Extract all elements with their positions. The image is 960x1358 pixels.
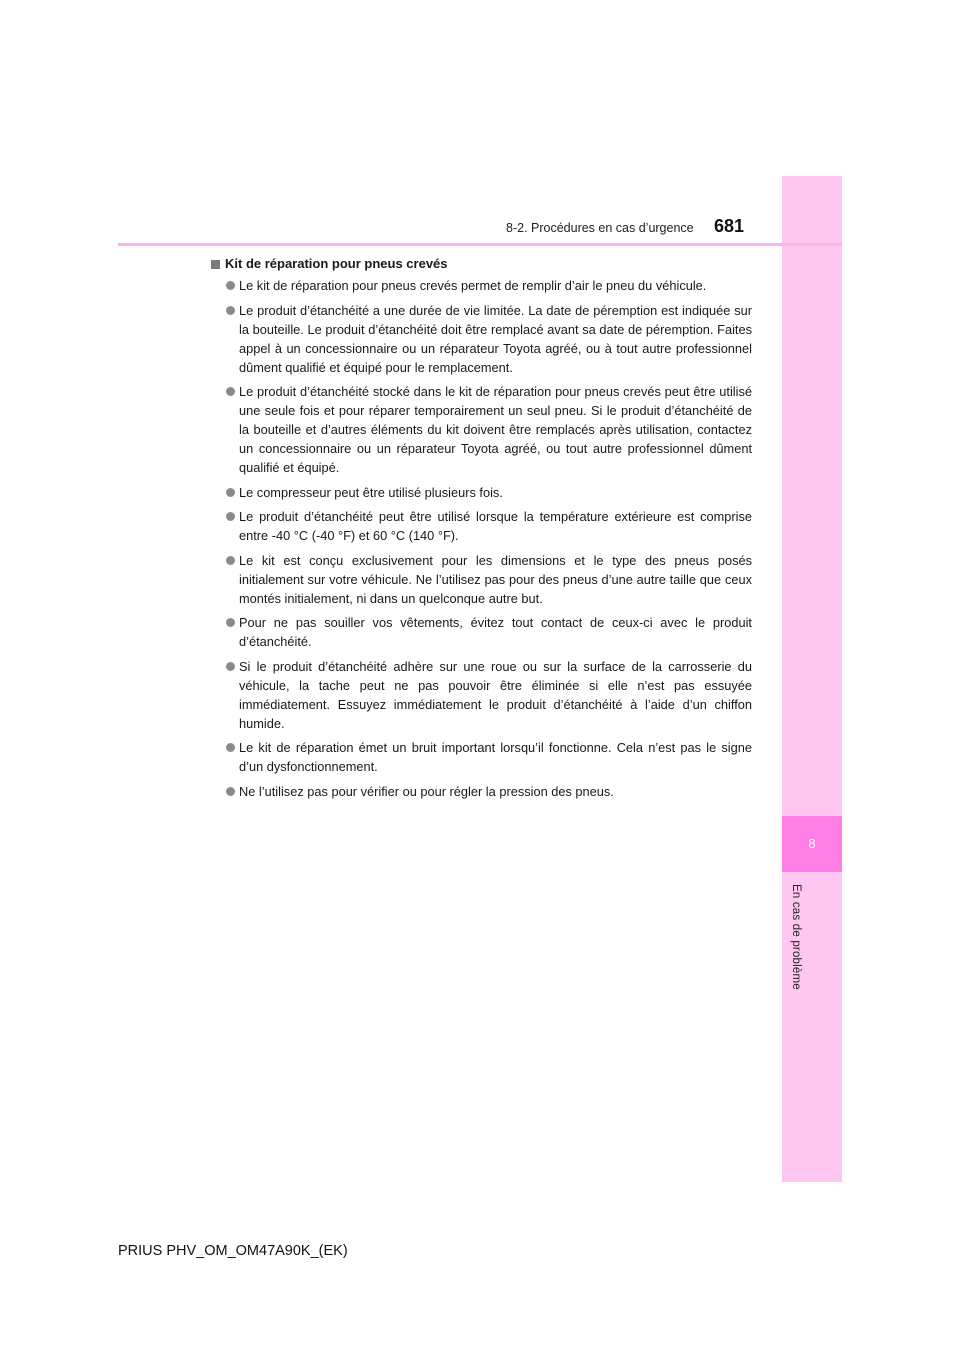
list-item — [210, 657, 752, 733]
list-item-text: Ne l’utilisez pas pour vérifier ou pour régler la pression des pneus. — [239, 783, 614, 799]
page-number: 681 — [714, 216, 745, 236]
circle-bullet-icon — [226, 512, 235, 521]
list-item-text: Le produit d’étanchéité peut être utilisé lorsque la température extérieure est comprise entre -40 °C (-40 °F) et 60 °C (140 °F). — [239, 509, 752, 543]
list-item-text: Si le produit d’étanchéité adhère sur une roue ou sur la surface de la carrosserie du véhicule, la tache peut ne pas pouvoir être éliminée si elle n’est pas essuyée immédiatement. Essuyez immédiatement le produit d’étanchéité à l’aide d’un chiffon humide. — [239, 658, 752, 731]
header-section-title: 8-2. Procédures en cas d’urgence — [506, 221, 694, 235]
list-item-text: Le produit d’étanchéité a une durée de vie limitée. La date de péremption est indiquée sur la bouteille. Le produit d’étanchéité doit être remplacé avant sa date de péremption. Faites appel à un concessionnaire ou un réparateur Toyota agréé, ou à tout autre professionnel dûment qualifié et équipé pour le remplacement. — [239, 302, 752, 375]
list-item-text: Le compresseur peut être utilisé plusieurs fois. — [239, 484, 503, 500]
circle-bullet-icon — [226, 787, 235, 796]
list-item — [210, 782, 752, 801]
chapter-title: En cas de problème — [790, 884, 802, 990]
main-content — [210, 253, 752, 806]
list-item-text: Le kit de réparation émet un bruit important lorsqu’il fonctionne. Cela n’est pas le signe d’un dysfonctionnement. — [239, 740, 752, 774]
list-item-text: Le kit de réparation pour pneus crevés permet de remplir d’air le pneu du véhicule. — [239, 278, 707, 293]
list-item-text: Le produit d’étanchéité stocké dans le kit de réparation pour pneus crevés peut être utilisé une seule fois et pour réparer temporairement un seul pneu. Si le produit d’étanchéité de la bouteille et d’autres éléments du kit doivent être remplacés après utilisation, contactez un concessionnaire ou un réparateur Toyota agréé, ou tout autre professionnel dûment qualifié et équipé. — [239, 384, 752, 475]
circle-bullet-icon — [226, 618, 235, 627]
circle-bullet-icon — [226, 281, 235, 290]
circle-bullet-icon — [226, 743, 235, 752]
circle-bullet-icon — [226, 556, 235, 565]
section-heading-text: Kit de réparation pour pneus crevés — [225, 256, 448, 271]
circle-bullet-icon — [226, 306, 235, 315]
list-item — [210, 507, 752, 545]
circle-bullet-icon — [226, 387, 235, 396]
list-item — [210, 738, 752, 776]
list-item-text: Pour ne pas souiller vos vêtements, évitez tout contact de ceux-ci avec le produit d’étanchéité. — [239, 615, 752, 649]
footer-doc-id: PRIUS PHV_OM_OM47A90K_(EK) — [118, 1243, 348, 1259]
list-item-text: Le kit est conçu exclusivement pour les dimensions et le type des pneus posés initialement sur votre véhicule. Ne l’utilisez pas pour des pneus d’une autre taille que ceux montés initialement, ni dans un quelconque autre but. — [239, 552, 752, 606]
square-bullet-icon — [211, 260, 220, 269]
circle-bullet-icon — [226, 662, 235, 671]
list-item — [210, 301, 752, 377]
list-item — [210, 613, 752, 651]
list-item — [210, 276, 752, 295]
list-item — [210, 382, 752, 477]
circle-bullet-icon — [226, 488, 235, 497]
list-item — [210, 483, 752, 502]
list-item — [210, 551, 752, 608]
header-rule — [118, 243, 842, 246]
section-heading — [210, 253, 752, 275]
chapter-number: 8 — [808, 836, 816, 851]
chapter-side-tab — [782, 176, 842, 1182]
